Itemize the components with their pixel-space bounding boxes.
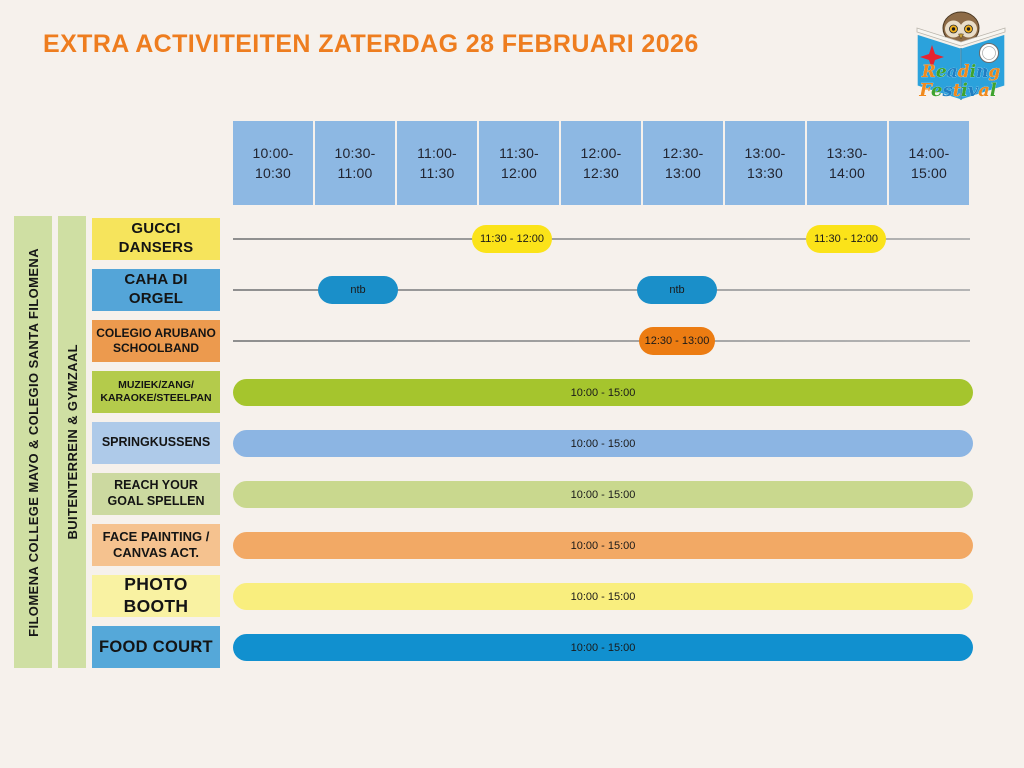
schedule-bar: 10:00 - 15:00: [233, 583, 973, 610]
schedule-bar: 10:00 - 15:00: [233, 532, 973, 559]
schedule-pill: ntb: [318, 276, 398, 304]
activity-label: REACH YOUR GOAL SPELLEN: [92, 473, 220, 515]
activity-label: GUCCI DANSERS: [92, 218, 220, 260]
time-slot-cell: 12:30- 13:00: [643, 121, 723, 205]
schedule-bar: 10:00 - 15:00: [233, 481, 973, 508]
activity-label: FOOD COURT: [92, 626, 220, 668]
time-header-row: [233, 121, 969, 205]
schedule-pill: ntb: [637, 276, 717, 304]
schedule-pill: 11:30 - 12:00: [472, 225, 552, 253]
activity-row-photo-booth: [0, 575, 1024, 617]
schedule-pill: 12:30 - 13:00: [639, 327, 715, 355]
venue-band-buitenterrein: BUITENTERREIN & GYMZAAL: [58, 216, 86, 668]
logo-word-festival: Festival: [919, 80, 997, 101]
schedule-bar: 10:00 - 15:00: [233, 634, 973, 661]
time-slot-cell: 11:30- 12:00: [479, 121, 559, 205]
timeline-rule: [233, 340, 970, 342]
page-title: EXTRA ACTIVITEITEN ZATERDAG 28 FEBRUARI 2026: [43, 30, 699, 58]
activity-label: COLEGIO ARUBANO SCHOOLBAND: [92, 320, 220, 362]
activity-row-muziek-zang: [0, 371, 1024, 413]
venue-band-filomena: FILOMENA COLLEGE MAVO & COLEGIO SANTA FILOMENA: [14, 216, 52, 668]
activity-label: SPRINGKUSSENS: [92, 422, 220, 464]
activity-row-food-court: [0, 626, 1024, 668]
activity-row-springkussens: [0, 422, 1024, 464]
time-slot-cell: 10:30- 11:00: [315, 121, 395, 205]
time-slot-cell: 10:00- 10:30: [233, 121, 313, 205]
reading-festival-logo: [903, 6, 1019, 108]
activity-label: MUZIEK/ZANG/ KARAOKE/STEELPAN: [92, 371, 220, 413]
activity-label: PHOTO BOOTH: [92, 575, 220, 617]
time-slot-cell: 13:30- 14:00: [807, 121, 887, 205]
activity-row-gucci-dansers: [0, 218, 1024, 260]
time-slot-cell: 11:00- 11:30: [397, 121, 477, 205]
activity-row-caha-di-orgel: [0, 269, 1024, 311]
time-slot-cell: 12:00- 12:30: [561, 121, 641, 205]
activity-row-face-painting: [0, 524, 1024, 566]
activity-label: FACE PAINTING / CANVAS ACT.: [92, 524, 220, 566]
schedule-bar: 10:00 - 15:00: [233, 430, 973, 457]
activity-row-colegio-arubano: [0, 320, 1024, 362]
schedule-bar: 10:00 - 15:00: [233, 379, 973, 406]
activity-label: CAHA DI ORGEL: [92, 269, 220, 311]
activity-row-reach-your-goal: [0, 473, 1024, 515]
time-slot-cell: 13:00- 13:30: [725, 121, 805, 205]
logo-word-reading: Reading: [921, 62, 1001, 82]
schedule-pill: 11:30 - 12:00: [806, 225, 886, 253]
time-slot-cell: 14:00- 15:00: [889, 121, 969, 205]
